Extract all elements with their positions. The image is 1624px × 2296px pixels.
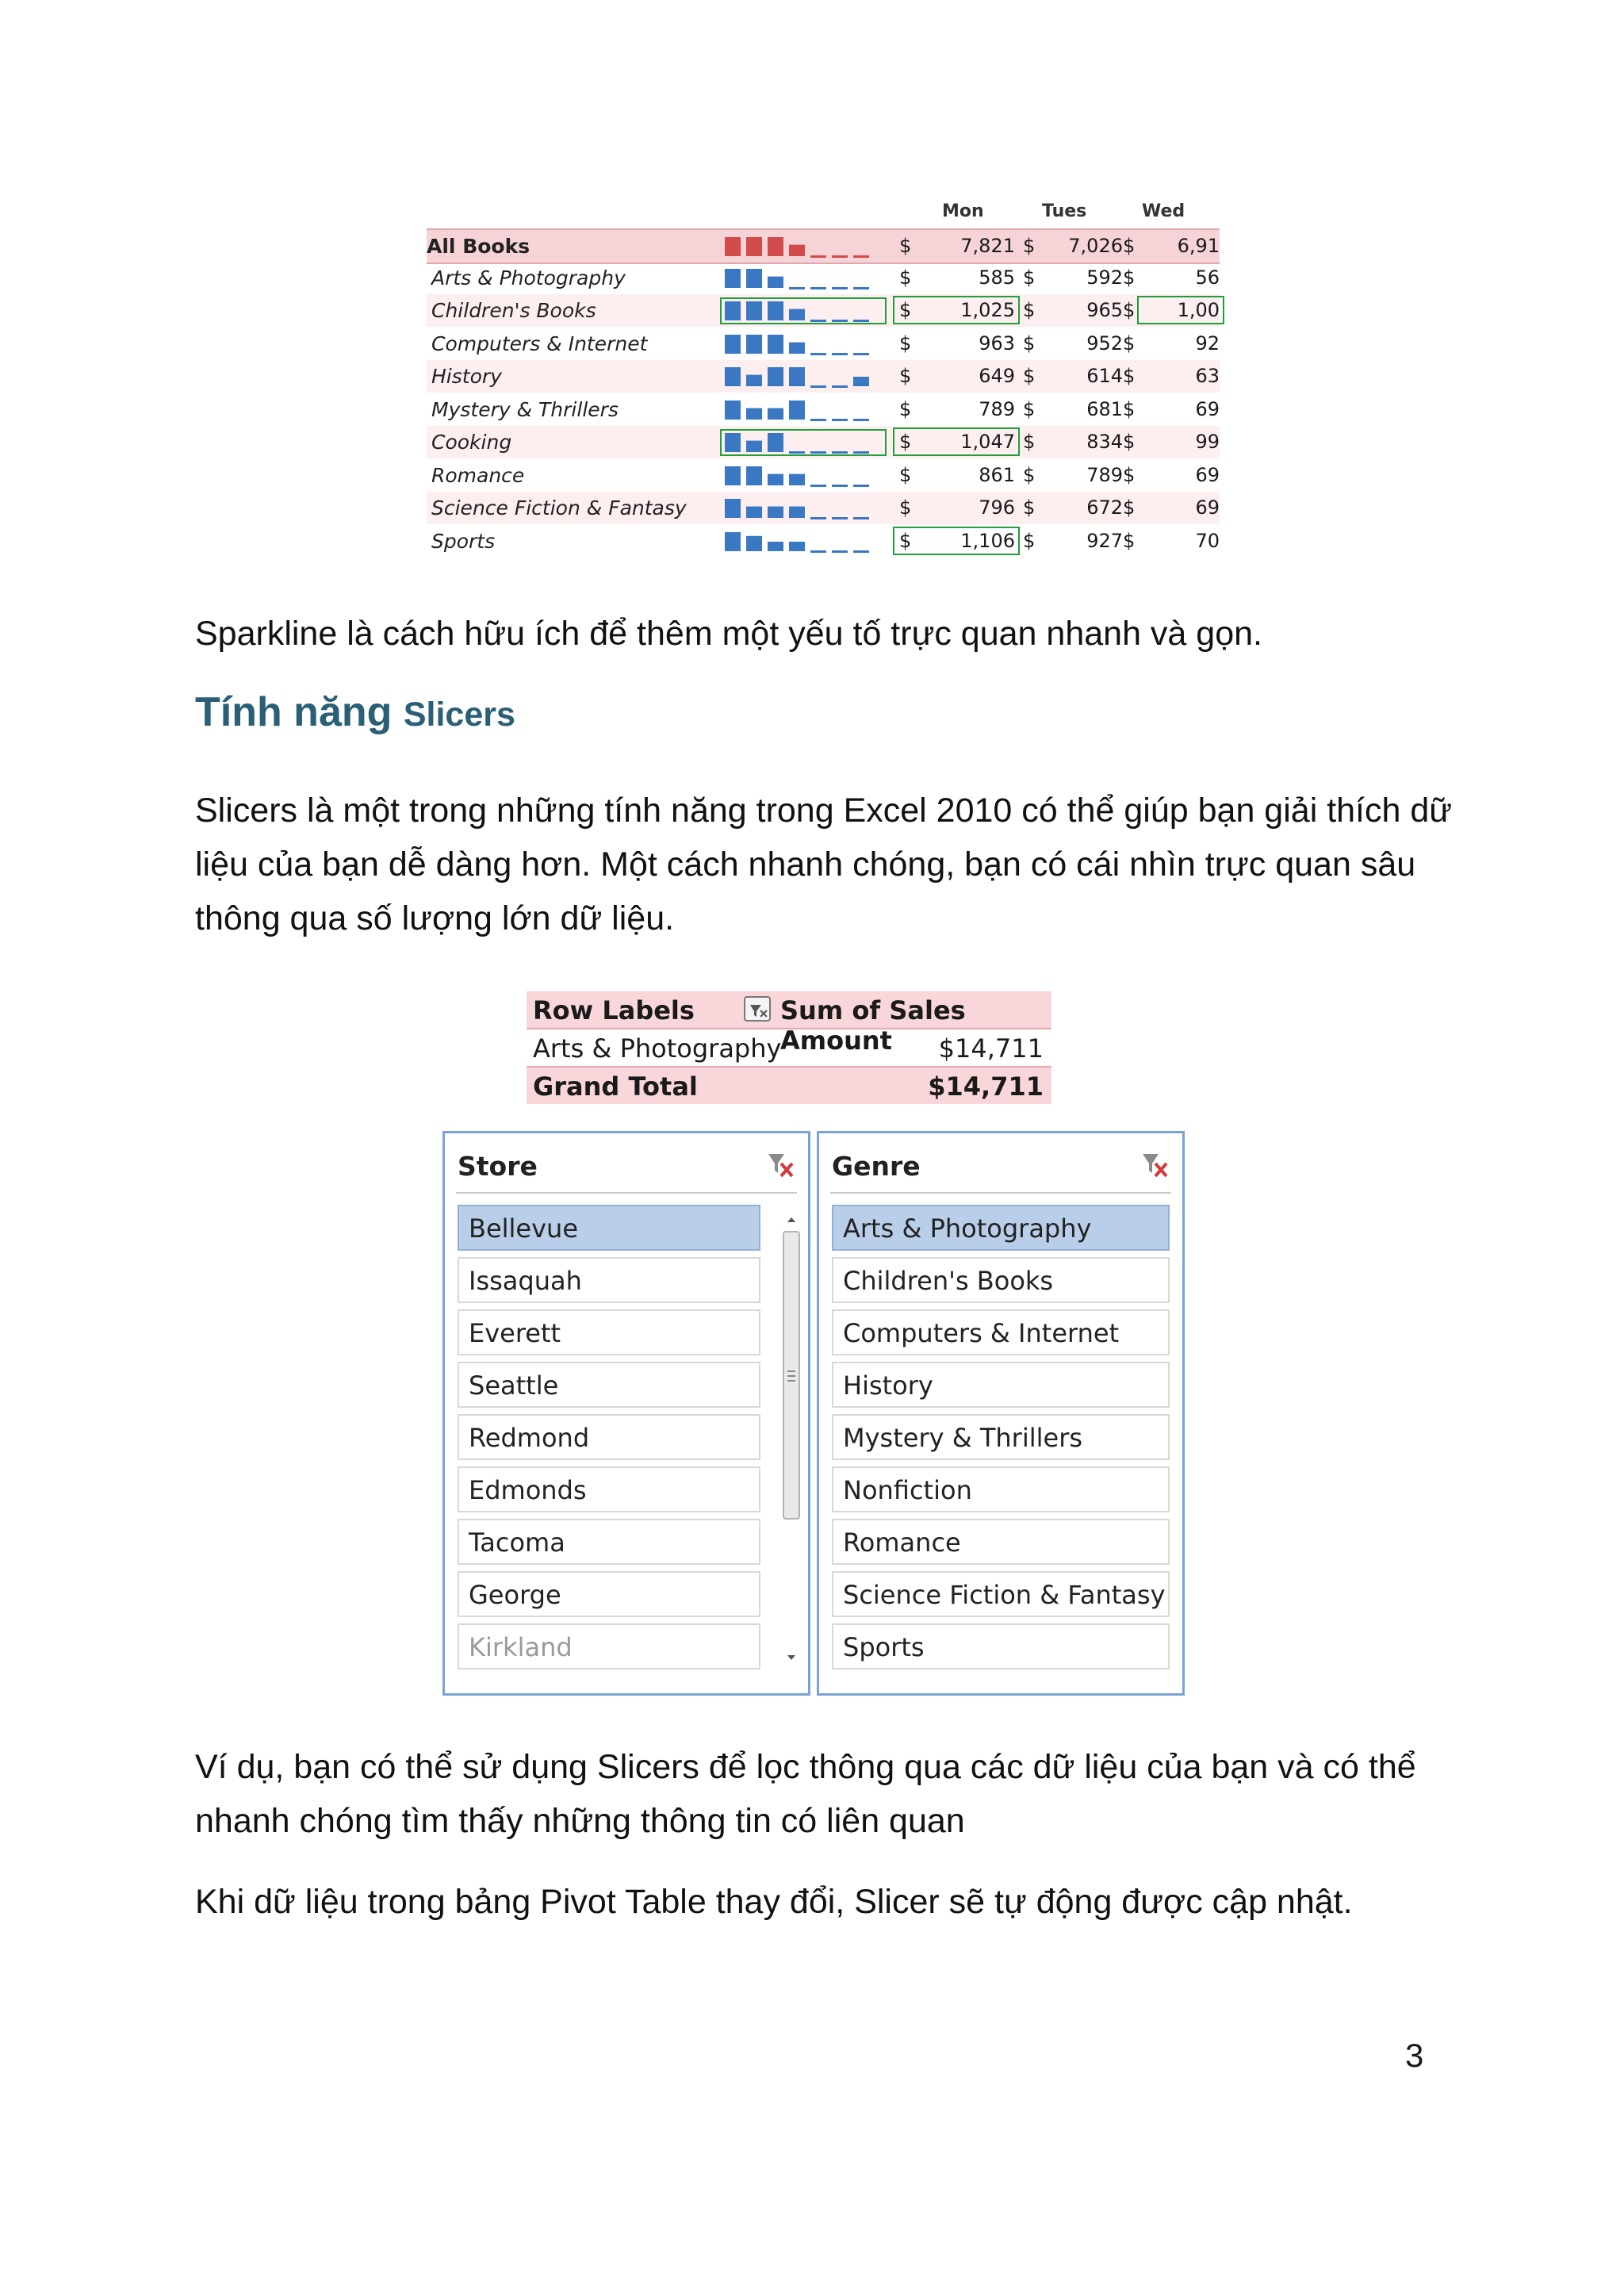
slicer-item-label: Bellevue [469, 1213, 579, 1244]
sparkline-bar [810, 287, 826, 289]
sparkline-bar [725, 301, 741, 320]
slicer-item-label: Mystery & Thrillers [843, 1423, 1083, 1453]
value-wed: 56 [1195, 266, 1220, 289]
sparkline-bar [810, 385, 826, 388]
category-label: Sports [431, 529, 496, 553]
sparkline-cell [720, 265, 887, 292]
sparkline-bar [832, 485, 848, 487]
slicer-item-label: Children's Books [843, 1266, 1054, 1296]
column-header-mon: Mon [942, 201, 984, 221]
sparkline-bar [853, 485, 869, 487]
sparkline-chart [720, 363, 887, 390]
currency-symbol: $ [1023, 332, 1036, 355]
genre-slicer [817, 1131, 1185, 1696]
slicer-item[interactable] [458, 1309, 760, 1355]
category-label: Computers & Internet [431, 332, 648, 355]
scroll-down-arrow-icon [787, 1655, 795, 1660]
value-tues: 834 [1086, 431, 1123, 453]
slicer-item-label: George [469, 1580, 561, 1610]
value-wed: 69 [1195, 463, 1220, 486]
slicer-item-label: Computers & Internet [843, 1318, 1120, 1348]
slicer-item-label: Redmond [469, 1423, 590, 1453]
pivot-grand-total-row [527, 1066, 1051, 1104]
slicer-item[interactable] [458, 1623, 760, 1669]
value-wed: 70 [1195, 529, 1220, 552]
sparkline-bar [746, 301, 762, 320]
sparkline-bar [810, 517, 826, 519]
currency-symbol: $ [1023, 463, 1036, 486]
currency-symbol: $ [899, 529, 912, 552]
sparkline-bar [853, 255, 869, 258]
sparkline-bar [832, 517, 848, 519]
sparkline-chart [720, 233, 887, 260]
category-label: All Books [427, 235, 530, 258]
currency-symbol: $ [1023, 299, 1036, 321]
value-mon: 1,047 [960, 431, 1015, 453]
sparkline-chart [720, 462, 887, 489]
currency-symbol: $ [1023, 496, 1036, 519]
sparkline-bar [789, 309, 805, 320]
sparkline-cell [720, 233, 887, 260]
currency-symbol: $ [1123, 431, 1136, 453]
currency-symbol: $ [1123, 332, 1136, 355]
example-paragraph: Ví dụ, bạn có thể sử dụng Slicers để lọc thông qua các dữ liệu của bạn và có thể nhanh chóng tìm thấy những thông tin có liên quan [195, 1748, 1416, 1840]
sparkline-bar [853, 377, 869, 386]
slicer-item-label: Nonfiction [843, 1475, 972, 1505]
sparkline-bar [810, 353, 826, 355]
currency-symbol: $ [899, 299, 912, 321]
category-label: Science Fiction & Fantasy [431, 496, 687, 519]
currency-symbol: $ [899, 463, 912, 486]
value-tues: 614 [1086, 365, 1123, 387]
category-row [427, 459, 1220, 492]
currency-symbol: $ [899, 365, 912, 387]
slicer-item[interactable] [832, 1309, 1170, 1355]
clear-filter-icon[interactable] [1139, 1149, 1171, 1181]
genre-slicer-title: Genre [832, 1151, 921, 1182]
pivot-data-row [527, 1029, 1051, 1066]
sparkline-bar [789, 542, 805, 551]
pivot-row-label: Arts & Photography [533, 1033, 782, 1064]
currency-symbol: $ [1123, 299, 1136, 321]
sparkline-bar [768, 542, 783, 551]
value-tues: 672 [1086, 496, 1123, 519]
sparkline-bar [725, 532, 741, 551]
section-heading [195, 688, 515, 736]
sparkline-bar [789, 507, 805, 518]
sparkline-bar [853, 287, 869, 289]
value-tues: 952 [1086, 332, 1123, 355]
value-wed: 63 [1195, 365, 1220, 387]
currency-symbol: $ [1023, 365, 1036, 387]
sparkline-bar [853, 451, 869, 454]
slicer-item-label: Everett [469, 1318, 561, 1348]
category-label: Arts & Photography [431, 266, 626, 289]
sparkline-bar [725, 433, 741, 452]
column-header-tues: Tues [1042, 201, 1087, 221]
slicer-item[interactable] [458, 1257, 760, 1303]
sparkline-bar [810, 255, 826, 258]
sparkline-bar [725, 401, 741, 420]
pivot-table [527, 991, 1051, 1104]
sparkline-bar [768, 237, 783, 256]
store-slicer-scrollbar[interactable] [781, 1203, 802, 1679]
sparkline-bar [832, 550, 848, 553]
slicer-item[interactable] [832, 1205, 1170, 1251]
sparkline-chart [720, 265, 887, 292]
sparkline-bar [853, 320, 869, 322]
sparkline-bar [746, 335, 762, 354]
sparkline-bar [768, 301, 783, 320]
sparkline-bar [768, 367, 783, 386]
value-tues: 592 [1086, 266, 1123, 289]
sparkline-bar [746, 535, 762, 550]
currency-symbol: $ [1123, 529, 1136, 552]
currency-symbol: $ [899, 397, 912, 420]
grand-total-value: $14,711 [928, 1071, 1044, 1102]
value-tues: 965 [1086, 299, 1123, 321]
slicer-item-label: Kirkland [469, 1632, 573, 1662]
sparkline-bar [725, 269, 741, 288]
category-label: Cooking [431, 431, 512, 454]
sparkline-bar [789, 367, 805, 386]
sparkline-bar [725, 335, 741, 354]
scroll-up-arrow-icon [787, 1217, 795, 1222]
slicer-item[interactable] [832, 1519, 1170, 1565]
sparkline-bar [746, 269, 762, 288]
value-wed: 69 [1195, 496, 1220, 519]
currency-symbol: $ [1023, 266, 1036, 289]
sparkline-bar [789, 401, 805, 420]
slicers-intro-paragraph: Slicers là một trong những tính năng trong Excel 2010 có thể giúp bạn giải thích dữ liệu của bạn dễ dàng hơn. Một cách nhanh chóng, bạn có cái nhìn trực quan sâu thông qua số lượng lớn dữ liệu. [195, 792, 1453, 937]
sparkline-cell [720, 297, 887, 324]
currency-symbol: $ [899, 431, 912, 453]
sparkline-bar [810, 451, 826, 454]
title-divider [830, 1192, 1171, 1194]
sparkline-cell [720, 397, 887, 424]
category-label: History [431, 365, 502, 388]
sparkline-bar [832, 353, 848, 355]
grand-total-label: Grand Total [533, 1071, 698, 1102]
slicer-item[interactable] [832, 1466, 1170, 1512]
currency-symbol: $ [1023, 397, 1036, 420]
sparkline-bar [746, 375, 762, 386]
row-labels-header: Row Labels [533, 995, 695, 1025]
sparkline-chart [720, 397, 887, 424]
sparkline-bar [853, 517, 869, 519]
currency-symbol: $ [1023, 431, 1036, 453]
sparkline-bar [746, 237, 762, 256]
slicer-item-label: Sports [843, 1632, 925, 1662]
slicer-item[interactable] [458, 1466, 760, 1512]
filter-icon [745, 999, 769, 1022]
currency-symbol: $ [1123, 463, 1136, 486]
column-header-wed: Wed [1142, 201, 1185, 221]
sparkline-cell [720, 363, 887, 390]
sparkline-bar [789, 245, 805, 256]
value-tues: 789 [1086, 463, 1123, 486]
sparkline-bar [768, 433, 783, 452]
sparkline-bar [832, 255, 848, 258]
sparkline-bar [789, 451, 805, 454]
sparkline-bar [725, 237, 741, 256]
value-mon: 861 [979, 463, 1015, 486]
sparkline-bar [789, 342, 805, 353]
value-mon: 963 [979, 332, 1015, 355]
sparkline-bar [832, 419, 848, 421]
value-mon: 1,025 [960, 299, 1015, 321]
sparkline-bar [853, 419, 869, 421]
slicer-item-label: Seattle [469, 1370, 559, 1401]
category-label: Romance [431, 463, 525, 487]
sparkline-chart [720, 495, 887, 522]
title-divider [456, 1192, 797, 1194]
sparkline-chart [720, 297, 887, 324]
sparkline-bar [746, 466, 762, 485]
category-row [427, 426, 1220, 458]
clear-filter-icon[interactable] [765, 1149, 797, 1181]
sparkline-caption: Sparkline là cách hữu ích để thêm một yếu tố trực quan nhanh và gọn. [195, 615, 1262, 653]
slicer-item-label: Tacoma [469, 1527, 565, 1558]
sparkline-bar [725, 499, 741, 518]
sparkline-bar [832, 385, 848, 388]
slicer-item-label: Science Fiction & Fantasy [843, 1580, 1166, 1610]
slicer-item[interactable] [832, 1362, 1170, 1408]
sparkline-chart [720, 331, 887, 358]
slicer-item[interactable] [458, 1205, 760, 1251]
sparkline-bar [810, 419, 826, 421]
category-row [427, 492, 1220, 524]
slicer-item-label: Issaquah [469, 1266, 582, 1296]
sparkline-bar [768, 408, 783, 419]
value-mon: 789 [979, 397, 1015, 420]
slicer-item[interactable] [832, 1414, 1170, 1460]
category-label: Mystery & Thrillers [431, 397, 619, 421]
value-tues: 7,026 [1068, 235, 1123, 257]
currency-symbol: $ [1123, 266, 1136, 289]
scrollbar-graphic [781, 1203, 802, 1679]
slicer-item[interactable] [832, 1257, 1170, 1303]
value-mon: 649 [979, 365, 1015, 387]
sparkline-cell [720, 462, 887, 489]
sparkline-cell [720, 331, 887, 358]
value-wed: 69 [1195, 397, 1220, 420]
slicer-item[interactable] [458, 1362, 760, 1408]
category-row [427, 360, 1220, 393]
filter-dropdown-button[interactable] [744, 996, 771, 1022]
category-row [427, 262, 1220, 294]
currency-symbol: $ [899, 496, 912, 519]
sparkline-bar [810, 485, 826, 487]
slicer-item[interactable] [458, 1519, 760, 1565]
currency-symbol: $ [899, 235, 912, 257]
category-row [427, 393, 1220, 426]
sparkline-bar [746, 507, 762, 518]
slicer-item-label: Edmonds [469, 1475, 587, 1505]
value-mon: 7,821 [960, 235, 1015, 257]
heading-slicers: Slicers [403, 696, 515, 734]
sparkline-bar [832, 320, 848, 322]
sparkline-bar [768, 507, 783, 518]
slicer-item-label: Arts & Photography [843, 1213, 1092, 1244]
total-row [427, 228, 1220, 264]
category-label: Children's Books [431, 299, 596, 322]
sum-of-sales-header: Sum of Sales Amount [780, 995, 966, 1056]
sparkline-bar [768, 335, 783, 354]
pivot-row-value: $14,711 [938, 1033, 1044, 1064]
currency-symbol: $ [1123, 365, 1136, 387]
page-number: 3 [1405, 2037, 1424, 2074]
store-slicer [442, 1131, 810, 1696]
slicer-item[interactable] [458, 1571, 760, 1617]
category-row [427, 294, 1220, 327]
sparkline-bar [789, 473, 805, 485]
sparkline-cell [720, 495, 887, 522]
value-mon: 1,106 [960, 529, 1015, 552]
slicer-item-label: Romance [843, 1527, 961, 1558]
category-row [427, 328, 1220, 360]
slicer-item[interactable] [458, 1414, 760, 1460]
slicer-item[interactable] [832, 1623, 1170, 1669]
value-tues: 681 [1086, 397, 1123, 420]
slicer-item-label: History [843, 1370, 933, 1401]
store-slicer-title: Store [458, 1151, 538, 1182]
value-wed: 99 [1195, 431, 1220, 453]
slicer-item[interactable] [832, 1571, 1170, 1617]
currency-symbol: $ [1123, 496, 1136, 519]
sparkline-bar [725, 367, 741, 386]
value-wed: 1,00 [1177, 299, 1220, 321]
value-mon: 796 [979, 496, 1015, 519]
sparkline-bar [746, 441, 762, 452]
value-tues: 927 [1086, 529, 1123, 552]
currency-symbol: $ [1123, 397, 1136, 420]
sparkline-chart [720, 429, 887, 456]
sparkline-bar [832, 287, 848, 289]
currency-symbol: $ [1023, 235, 1036, 257]
sparkline-bar [725, 466, 741, 485]
sparkline-bar [810, 320, 826, 322]
sparkline-bar [746, 408, 762, 419]
sparkline-bar [768, 276, 783, 287]
sparkline-bar [810, 550, 826, 553]
currency-symbol: $ [1123, 235, 1136, 257]
sparkline-table-figure [419, 197, 1220, 554]
sparkline-bar [768, 473, 783, 485]
heading-main: Tính năng [195, 689, 404, 735]
auto-update-paragraph: Khi dữ liệu trong bảng Pivot Table thay đổi, Slicer sẽ tự động được cập nhật. [195, 1883, 1353, 1921]
value-wed: 92 [1195, 332, 1220, 355]
currency-symbol: $ [899, 332, 912, 355]
sparkline-chart [720, 528, 887, 555]
value-mon: 585 [979, 266, 1015, 289]
sparkline-bar [853, 353, 869, 355]
currency-symbol: $ [899, 266, 912, 289]
value-wed: 6,91 [1177, 235, 1220, 257]
sparkline-bar [832, 451, 848, 454]
currency-symbol: $ [1023, 529, 1036, 552]
category-row [427, 525, 1220, 558]
sparkline-bar [853, 550, 869, 553]
sparkline-bar [789, 287, 805, 289]
sparkline-cell [720, 528, 887, 555]
sparkline-cell [720, 429, 887, 456]
